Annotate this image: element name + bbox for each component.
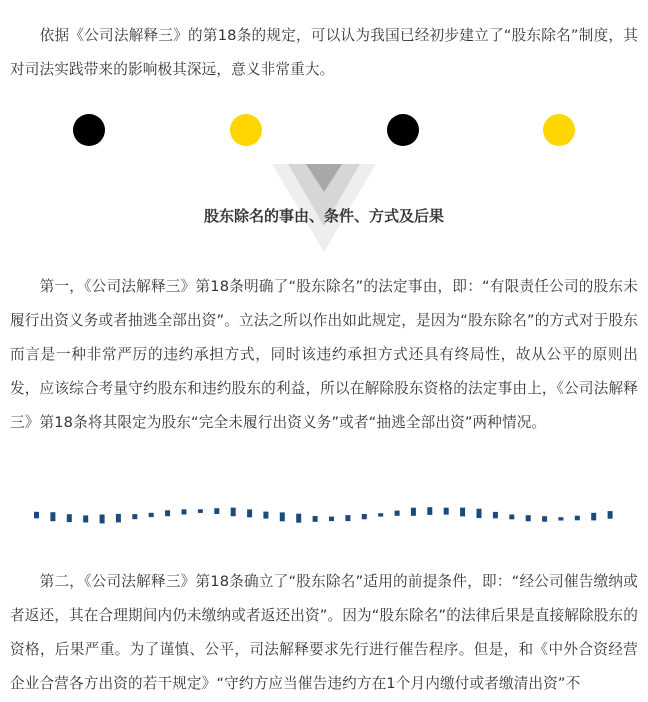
wave-bar bbox=[116, 514, 121, 523]
black-dot-icon bbox=[73, 114, 105, 146]
wave-bar bbox=[608, 511, 613, 519]
wave-bar bbox=[263, 512, 268, 519]
wave-bar bbox=[247, 509, 252, 517]
wave-bar bbox=[378, 513, 383, 516]
decorative-wave-divider bbox=[30, 500, 620, 530]
wave-bar bbox=[493, 512, 498, 518]
wave-bar bbox=[395, 511, 400, 516]
wave-bar bbox=[444, 508, 449, 515]
wave-bar bbox=[165, 510, 170, 516]
wave-bar bbox=[296, 514, 301, 523]
wave-bar bbox=[558, 517, 563, 520]
wave-bar bbox=[214, 508, 219, 514]
wave-bar bbox=[313, 516, 318, 522]
second-point-paragraph: 第二，《公司法解释三》第18条确立了“股东除名”适用的前提条件，即：“经公司催告缴纳或者返还，其在合理期间内仍未缴纳或者返还出资”。因为“股东除名”的法律后果是直接解除股东的资格，后果严重。为了谨慎、公平，司法解释要求先行进行催告程序。但是，和《中外合资经营企业合营各方出资的若干规定》“守约方应当催告违约方在1个月内缴付或者缴清出资”不 bbox=[10, 573, 638, 692]
wave-bar bbox=[132, 514, 137, 519]
section-heading: 股东除名的事由、条件、方式及后果 bbox=[203, 207, 444, 225]
wave-bar bbox=[575, 516, 580, 521]
wave-bar bbox=[526, 515, 531, 521]
first-point-paragraph: 第一，《公司法解释三》第18条明确了“股东除名”的法定事由，即：“有限责任公司的股东未履行出资义务或者抽逃全部出资”。立法之所以作出如此规定，是因为“股东除名”的方式对于股东而言是一种非常严厉的违约承担方式，同时该违约承担方式还具有终局性，故从公平的原则出发，应该综合考量守约股东和违约股东的利益，所以在解除股东资格的法定事由上，《公司法解释三》第18条将其限定为股东“完全未履行出资义务”或者“抽逃全部出资”两种情况。 bbox=[10, 278, 638, 431]
wave-bar bbox=[477, 509, 482, 518]
wave-bar bbox=[591, 513, 596, 521]
wave-bar bbox=[100, 515, 105, 524]
yellow-dot-icon bbox=[543, 114, 575, 146]
wave-bar bbox=[50, 512, 55, 521]
wave-bar bbox=[34, 512, 39, 519]
wave-bar bbox=[83, 515, 88, 522]
wave-bar bbox=[67, 514, 72, 522]
wave-bar bbox=[329, 517, 334, 522]
wave-bar bbox=[182, 509, 187, 514]
wave-bar bbox=[280, 512, 285, 521]
decorative-dots-row bbox=[0, 114, 648, 148]
wave-bar bbox=[509, 515, 514, 520]
wave-bar bbox=[427, 507, 432, 515]
wave-bar bbox=[345, 515, 350, 521]
wave-bar bbox=[362, 514, 367, 519]
black-dot-icon bbox=[387, 114, 419, 146]
yellow-dot-icon bbox=[230, 114, 262, 146]
intro-paragraph: 依据《公司法解释三》的第18条的规定，可以认为我国已经初步建立了“股东除名”制度，其对司法实践带来的影响极其深远，意义非常重大。 bbox=[10, 27, 638, 78]
wave-bar bbox=[460, 508, 465, 517]
wave-bar bbox=[411, 508, 416, 516]
wave-bar bbox=[149, 513, 154, 517]
wave-bar bbox=[231, 508, 236, 517]
wave-bar bbox=[542, 516, 547, 522]
wave-bar bbox=[198, 509, 203, 513]
